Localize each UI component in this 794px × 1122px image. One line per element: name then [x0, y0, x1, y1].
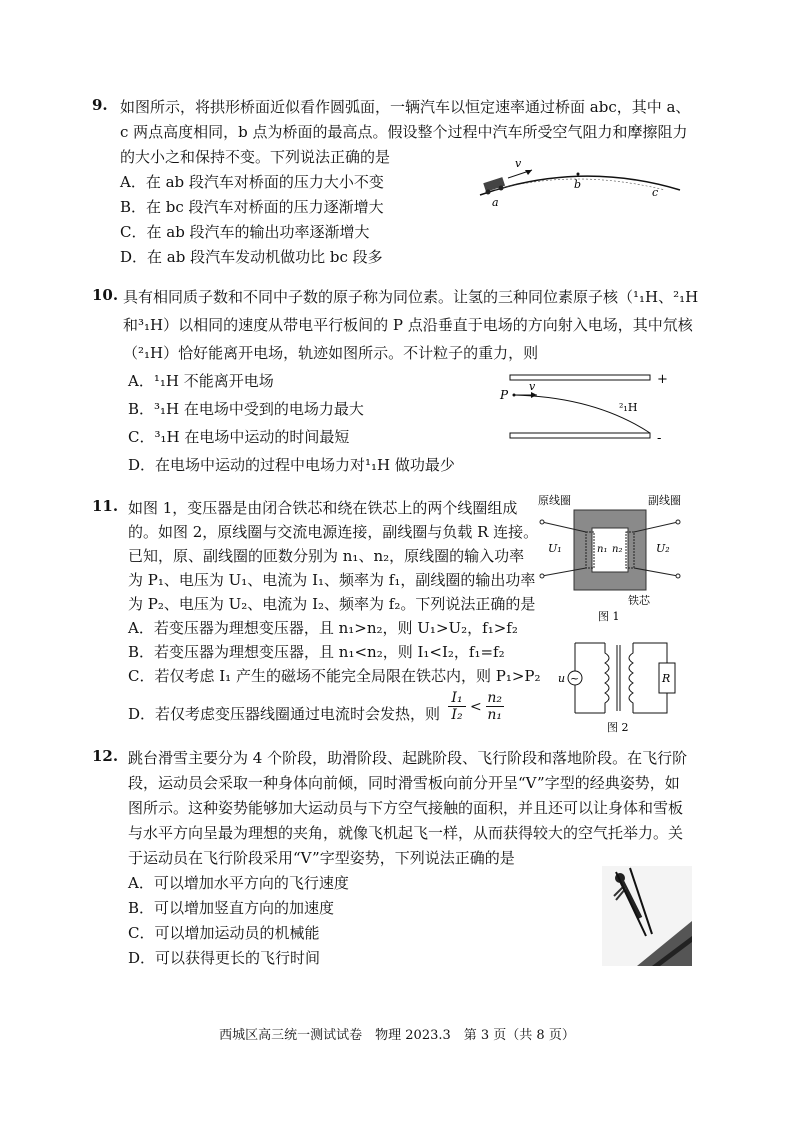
secondary-coil — [629, 643, 633, 713]
label-minus: - — [657, 431, 662, 446]
stem-line: 段，运动员会采取一种身体向前倾，同时滑雪板向前分开呈“V”字型的经典姿势，如 — [128, 774, 680, 792]
primary-coil — [605, 643, 609, 713]
label-r: R — [662, 672, 671, 685]
bridge-figure — [470, 150, 690, 210]
label-v: v — [515, 157, 522, 170]
label-primary: 原线圈 — [538, 494, 571, 507]
option-c: C．可以增加运动员的机械能 — [128, 924, 320, 942]
option-a: A．可以增加水平方向的飞行速度 — [128, 874, 349, 892]
option-c: C．若仅考虑 I₁ 产生的磁场不能完全局限在铁芯内，则 P₁>P₂ — [128, 667, 541, 685]
option-a: A．在 ab 段汽车对桥面的压力大小不变 — [120, 173, 384, 191]
stem-line: 与水平方向呈最为理想的夹角，就像飞机起飞一样，从而获得较大的空气托举力。关 — [128, 824, 684, 842]
stem-line: 和³₁H）以相同的速度从带电平行板间的 P 点沿垂直于电场的方向射入电场，其中氘核 — [123, 316, 693, 334]
label-v: v — [529, 380, 536, 393]
fraction-expression — [448, 690, 504, 723]
label-c: c — [652, 186, 659, 199]
source-symbol: ~ — [570, 672, 580, 685]
fraction-numerator: I₁ — [451, 690, 463, 706]
option-d: D．在电场中运动的过程中电场力对¹₁H 做功最少 — [128, 456, 455, 474]
stem-line: 具有相同质子数和不同中子数的原子称为同位素。让氢的三种同位素原子核（¹₁H、²₁H — [123, 288, 699, 306]
relation: < — [470, 698, 482, 715]
stem-line: （²₁H）恰好能离开电场，轨迹如图所示。不计粒子的重力，则 — [123, 344, 539, 362]
question-number: 12. — [92, 747, 119, 765]
ski-jumper-photo — [602, 866, 692, 966]
stem-line: 于运动员在飞行阶段采用“V”字型姿势，下列说法正确的是 — [128, 849, 515, 867]
fraction-denominator: n₁ — [487, 707, 503, 723]
label-u2: U₂ — [656, 542, 670, 555]
page-footer: 西城区高三统一测试试卷 物理 2023.3 第 3 页（共 8 页） — [219, 1028, 575, 1043]
parallel-plate-figure — [495, 365, 675, 450]
stem-line: 跳台滑雪主要分为 4 个阶段，助滑阶段、起跳阶段、飞行阶段和落地阶段。在飞行阶 — [128, 749, 688, 767]
stem-line: 的大小之和保持不变。下列说法正确的是 — [120, 148, 391, 166]
stem-line: c 两点高度相同，b 点为桥面的最高点。假设整个过程中汽车所受空气阻力和摩擦阻力 — [120, 123, 688, 141]
stem-line: 的。如图 2，原线圈与交流电源连接，副线圈与负载 R 连接。 — [128, 523, 539, 541]
option-b: B．³₁H 在电场中受到的电场力最大 — [128, 400, 364, 418]
bottom-plate — [510, 433, 650, 438]
option-c: C．³₁H 在电场中运动的时间最短 — [128, 428, 350, 446]
label-H2: ²₁H — [619, 401, 638, 414]
label-u: u — [558, 672, 566, 685]
stem-line: 如图所示，将拱形桥面近似看作圆弧面，一辆汽车以恒定速率通过桥面 abc，其中 a、 — [120, 98, 691, 116]
label-a: a — [492, 196, 499, 209]
car-icon — [483, 177, 505, 194]
label-secondary: 副线圈 — [648, 494, 681, 507]
figure-caption: 图 1 — [598, 610, 620, 623]
option-c: C．在 ab 段汽车的输出功率逐渐增大 — [120, 223, 370, 241]
question-number: 10. — [92, 286, 119, 304]
stem-line: 图所示。这种姿势能够加大运动员与下方空气接触的面积，并且还可以让身体和雪板 — [128, 799, 684, 817]
stem-line: 为 P₂、电压为 U₂、电流为 I₂、频率为 f₂。下列说法正确的是 — [128, 595, 536, 613]
fraction-denominator: I₂ — [451, 707, 463, 723]
label-n1: n₁ — [597, 544, 608, 555]
option-d: D．在 ab 段汽车发动机做功比 bc 段多 — [120, 248, 383, 266]
transformer-figure-2 — [555, 635, 695, 735]
label-b: b — [574, 178, 582, 191]
option-b: B．可以增加竖直方向的加速度 — [128, 899, 335, 917]
transformer-figure-1 — [536, 490, 696, 625]
option-b: B．在 bc 段汽车对桥面的压力逐渐增大 — [120, 198, 384, 216]
option-b: B．若变压器为理想变压器，且 n₁<n₂，则 I₁<I₂，f₁=f₂ — [128, 643, 505, 661]
option-d: D．若仅考虑变压器线圈通过电流时会发热，则 — [128, 705, 441, 723]
stem-line: 已知，原、副线圈的匝数分别为 n₁、n₂，原线圈的输入功率 — [128, 547, 525, 565]
label-P: P — [500, 388, 509, 402]
fraction-numerator: n₂ — [487, 690, 503, 706]
option-a: A．¹₁H 不能离开电场 — [128, 372, 274, 390]
label-core: 铁芯 — [628, 594, 650, 607]
figure-caption: 图 2 — [607, 721, 629, 734]
option-d: D．可以获得更长的飞行时间 — [128, 949, 321, 967]
stem-line: 为 P₁、电压为 U₁、电流为 I₁、频率为 f₁，副线圈的输出功率 — [128, 571, 536, 589]
label-n2: n₂ — [612, 544, 623, 555]
question-number: 11. — [92, 497, 119, 515]
label-plus: + — [657, 372, 668, 387]
label-u1: U₁ — [548, 542, 562, 555]
stem-line: 如图 1，变压器是由闭合铁芯和绕在铁芯上的两个线圈组成 — [128, 499, 518, 517]
question-number: 9. — [92, 96, 108, 114]
option-a: A．若变压器为理想变压器，且 n₁>n₂，则 U₁>U₂，f₁>f₂ — [128, 619, 518, 637]
